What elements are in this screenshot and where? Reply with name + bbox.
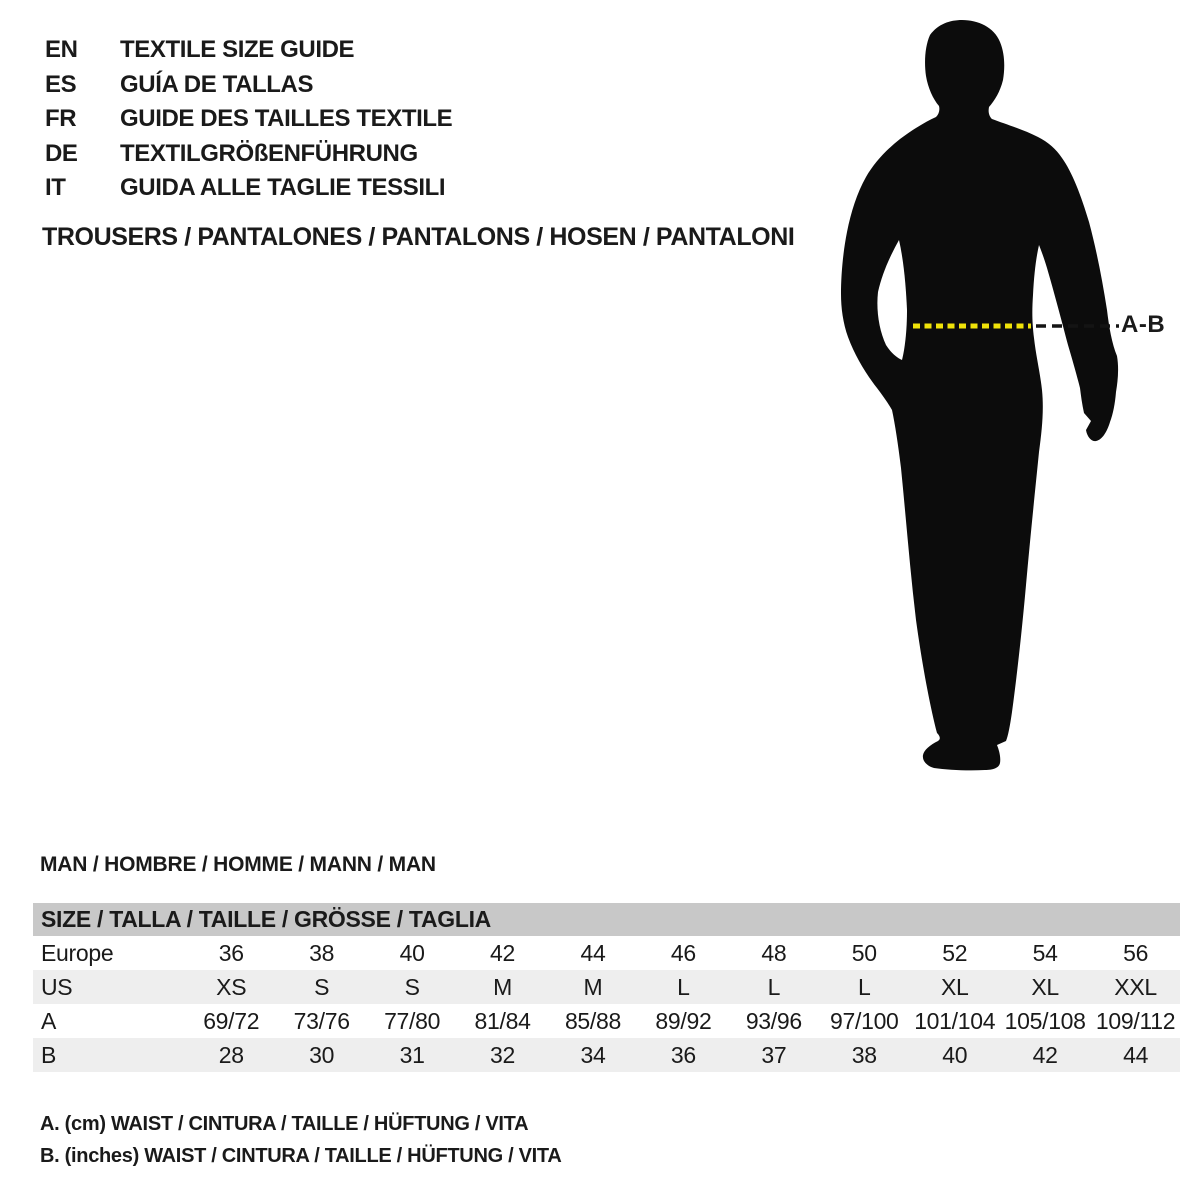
table-row-us [33,970,1180,1004]
language-code: IT [45,174,66,202]
row-label: A [41,1008,57,1034]
language-row [45,68,452,103]
language-row [45,171,452,206]
size-table [33,903,1180,1072]
table-cell: 46 [670,940,696,966]
table-cell: 36 [218,940,244,966]
table-row-a-cm [33,1004,1180,1038]
table-cell: M [493,974,512,1000]
table-cell: L [677,974,690,1000]
man-silhouette-graphic [820,0,1200,800]
size-table-header-label: SIZE / TALLA / TAILLE / GRÖSSE / TAGLIA [41,906,491,932]
table-row-europe [33,936,1180,970]
man-silhouette-path [841,20,1118,770]
language-code: ES [45,70,77,98]
table-cell: 37 [761,1042,787,1068]
table-cell: 38 [851,1042,877,1068]
table-cell: 109/112 [1095,1008,1176,1034]
table-cell: 77/80 [384,1008,441,1034]
section-heading-man: MAN / HOMBRE / HOMME / MANN / MAN [40,853,436,876]
table-cell: 73/76 [293,1008,350,1034]
footnotes [40,1108,562,1172]
table-cell: XXL [1114,974,1157,1000]
table-cell: 48 [761,940,787,966]
table-cell: XL [1031,974,1059,1000]
language-row [45,102,452,137]
table-cell: 42 [490,940,516,966]
row-label: US [41,974,73,1000]
language-row [45,33,452,68]
table-cell: 97/100 [830,1008,899,1034]
table-cell: 40 [399,940,425,966]
row-label: Europe [41,940,114,966]
language-title: GUIDE DES TAILLES TEXTILE [120,105,453,133]
table-cell: 54 [1032,940,1058,966]
table-cell: 85/88 [564,1008,621,1034]
man-silhouette-figure [820,0,1200,800]
table-cell: L [858,974,871,1000]
measure-label-ab: A-B [1121,311,1166,338]
table-cell: 89/92 [655,1008,712,1034]
language-guide-list [45,33,452,206]
table-row-b-inches [33,1038,1180,1072]
language-title: TEXTILE SIZE GUIDE [120,36,355,64]
table-cell: 30 [309,1042,335,1068]
table-cell: 44 [1123,1042,1149,1068]
table-cell: 38 [309,940,335,966]
footnote-b: B. (inches) WAIST / CINTURA / TAILLE / HÜFTUNG / VITA [40,1145,562,1167]
table-cell: 31 [399,1042,425,1068]
table-cell: 81/84 [474,1008,531,1034]
table-cell: 36 [670,1042,696,1068]
table-cell: 40 [942,1042,968,1068]
table-cell: M [583,974,603,1000]
table-cell: 105/108 [1004,1008,1086,1034]
table-cell: S [404,974,420,1000]
table-cell: 101/104 [914,1008,996,1034]
category-line: TROUSERS / PANTALONES / PANTALONS / HOSEN / PANTALONI [42,223,795,251]
language-title: GUÍA DE TALLAS [120,70,314,98]
table-cell: 50 [851,940,877,966]
table-cell: 69/72 [203,1008,260,1034]
table-cell: 93/96 [745,1008,802,1034]
table-cell: 52 [942,940,968,966]
table-cell: 56 [1123,940,1149,966]
table-cell: XS [216,974,247,1000]
size-table-header [33,903,1180,936]
language-title: TEXTILGRÖßENFÜHRUNG [120,139,418,167]
language-code: FR [45,105,77,133]
language-code: EN [45,36,78,64]
table-cell: 28 [218,1042,244,1068]
table-cell: 34 [580,1042,606,1068]
table-cell: XL [940,974,969,1000]
row-label: B [41,1042,57,1068]
table-cell: 44 [580,940,606,966]
table-cell: L [767,974,781,1000]
table-cell: S [314,974,330,1000]
language-row [45,137,452,172]
footnote-a: A. (cm) WAIST / CINTURA / TAILLE / HÜFTUNG / VITA [40,1113,529,1135]
table-cell: 32 [490,1042,516,1068]
language-title: GUIDA ALLE TAGLIE TESSILI [120,174,446,202]
language-code: DE [45,139,78,167]
table-cell: 42 [1032,1042,1058,1068]
